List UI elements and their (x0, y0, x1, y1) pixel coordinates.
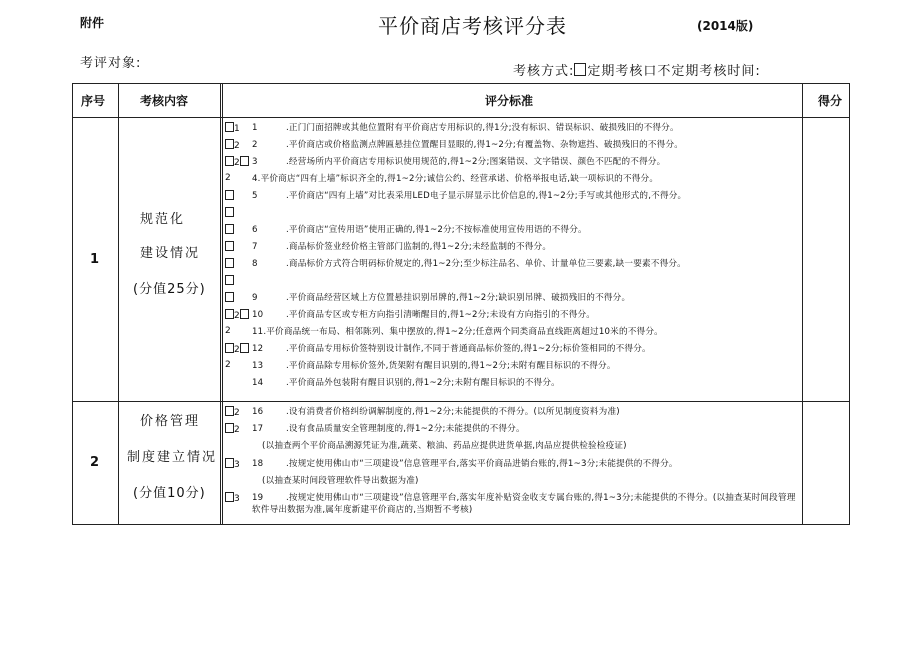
criterion-checkbox[interactable]: 2 (225, 139, 240, 152)
section-number: 2 (90, 455, 100, 470)
col-header-score: 得分 (818, 94, 843, 108)
criterion-checkbox[interactable]: 2 (225, 173, 231, 183)
criterion-checkbox[interactable] (225, 224, 234, 237)
col-border (802, 83, 803, 524)
criterion-checkbox[interactable]: 2 (225, 406, 240, 419)
criterion-checkbox[interactable] (225, 275, 234, 288)
evaluation-subject-label: 考评对象: (80, 56, 142, 71)
criterion-checkbox[interactable]: 2 (225, 423, 240, 436)
col-header-content: 考核内容 (140, 94, 189, 108)
section-content-line: 规范化 (140, 212, 186, 227)
table-top-border (72, 83, 850, 84)
criterion-item: 16 .设有消费者价格纠纷调解制度的,得1~2分;未能提供的不得分。(以所见制度资料为准) (252, 407, 620, 417)
criterion-item: 4.平价商店“四有上墙”标识齐全的,得1~2分;诚信公约、经营承诺、价格举报电话,缺一项标识的不得分。 (252, 174, 659, 184)
criterion-checkbox[interactable]: 2 (225, 343, 249, 356)
criterion-item: 18 .按规定使用佛山市“三项建设”信息管理平台,落实平价商品进销台账的,得1~3分;未能提供的不得分。 (252, 459, 678, 469)
criterion-item: 3 .经营场所内平价商店专用标识使用规范的,得1~2分;图案错误、文字错误、颜色不匹配的不得分。 (252, 157, 666, 167)
criterion-item: 12 .平价商品专用标价签特别设计制作,不同于普通商品标价签的,得1~2分;标价签相同的不得分。 (252, 344, 651, 354)
criterion-checkbox[interactable]: 3 (225, 492, 240, 505)
criterion-checkbox[interactable] (225, 190, 234, 203)
assessment-method (513, 60, 761, 79)
edition-label: (2014版) (697, 19, 754, 33)
periodic-checkbox[interactable] (574, 63, 586, 76)
criterion-item: 17 .设有食品质量安全管理制度的,得1~2分;未能提供的不得分。 (252, 424, 525, 434)
criterion-item: 13 .平价商品除专用标价签外,货架附有醒目识别的,得1~2分;未附有醒目标识的不得分。 (252, 361, 616, 371)
criterion-checkbox[interactable] (225, 258, 234, 271)
page-title: 平价商店考核评分表 (378, 14, 567, 38)
criterion-item: 14 .平价商品外包装附有醒目识别的,得1~2分;未附有醒目标识的不得分。 (252, 378, 560, 388)
criterion-item: 2 .平价商店或价格监测点牌匾悬挂位置醒目显眼的,得1~2分;有覆盖物、杂物遮挡、破损残旧的不得分。 (252, 140, 684, 150)
criterion-item: 9 .平价商品经营区域上方位置悬挂识别吊牌的,得1~2分;缺识别吊牌、破损残旧的不得分。 (252, 293, 631, 303)
section-number: 1 (90, 252, 100, 267)
col-border (222, 83, 223, 524)
assessment-method-options: 定期考核口不定期考核时间: (587, 64, 761, 79)
criterion-item: 6 .平价商店“宣传用语”使用正确的,得1~2分;不按标准使用宣传用语的不得分。 (252, 225, 587, 235)
criterion-checkbox[interactable]: 2 (225, 326, 231, 336)
criterion-note: (以抽查某时间段管理软件导出数据为准) (262, 476, 419, 486)
criterion-checkbox[interactable] (225, 207, 234, 220)
section-content-line: 建设情况 (140, 246, 201, 261)
criterion-item: 5 .平价商店“四有上墙”对比表采用LED电子显示屏显示比价信息的,得1~2分;手写或其他形式的,不得分。 (252, 191, 687, 201)
col-header-number: 序号 (81, 94, 106, 108)
section-divider (72, 401, 850, 402)
assessment-method-label: 考核方式: (513, 64, 575, 79)
col-border (220, 83, 221, 524)
section-content-line: 制度建立情况 (127, 450, 218, 465)
criterion-checkbox[interactable]: 1 (225, 122, 240, 135)
col-header-criteria: 评分标准 (485, 94, 534, 108)
criterion-item: 7 .商品标价签业经价格主管部门监制的,得1~2分;未经监制的不得分。 (252, 242, 552, 252)
col-border (72, 83, 73, 524)
col-border (118, 83, 119, 524)
section-content-line: 价格管理 (140, 414, 201, 429)
criterion-checkbox[interactable]: 2 (225, 360, 231, 370)
attachment-label: 附件 (80, 16, 105, 30)
criterion-item: 10 .平价商品专区或专柜方向指引清晰醒目的,得1~2分;未设有方向指引的不得分。 (252, 310, 596, 320)
criterion-note: (以抽查两个平价商品溯源凭证为准,蔬菜、粮油、药品应提供进货单据,肉品应提供检验检疫证) (262, 441, 627, 451)
criterion-item: 1 .正门门面招牌或其他位置附有平价商店专用标识的,得1分;没有标识、错误标识、破损残旧的不得分。 (252, 123, 679, 133)
col-border (849, 83, 850, 524)
criterion-checkbox[interactable] (225, 241, 234, 254)
section-content-line: (分值25分) (133, 282, 206, 297)
criterion-checkbox[interactable] (225, 292, 234, 305)
criterion-checkbox[interactable]: 2 (225, 309, 249, 322)
section-content-line: (分值10分) (133, 486, 206, 501)
criterion-checkbox[interactable]: 2 (225, 156, 249, 169)
criterion-item: 19 .按规定使用佛山市“三项建设”信息管理平台,落实年度补贴资金收支专属台账的,得1~3分;未能提供的不得分。(以抽查某时间段管理软件导出数据为准,属年度新建平价商店的,当期暂不考核) (252, 493, 796, 515)
header-bottom-border (72, 117, 850, 118)
criterion-checkbox[interactable]: 3 (225, 458, 240, 471)
criterion-item: 8 .商品标价方式符合明码标价规定的,得1~2分;至少标注品名、单价、计量单位三要素,缺一要素不得分。 (252, 259, 686, 269)
criterion-item: 11.平价商品统一布局、相邻陈列、集中摆放的,得1~2分;任意两个同类商品直线距离超过10米的不得分。 (252, 327, 663, 337)
table-bottom-border (72, 524, 850, 525)
